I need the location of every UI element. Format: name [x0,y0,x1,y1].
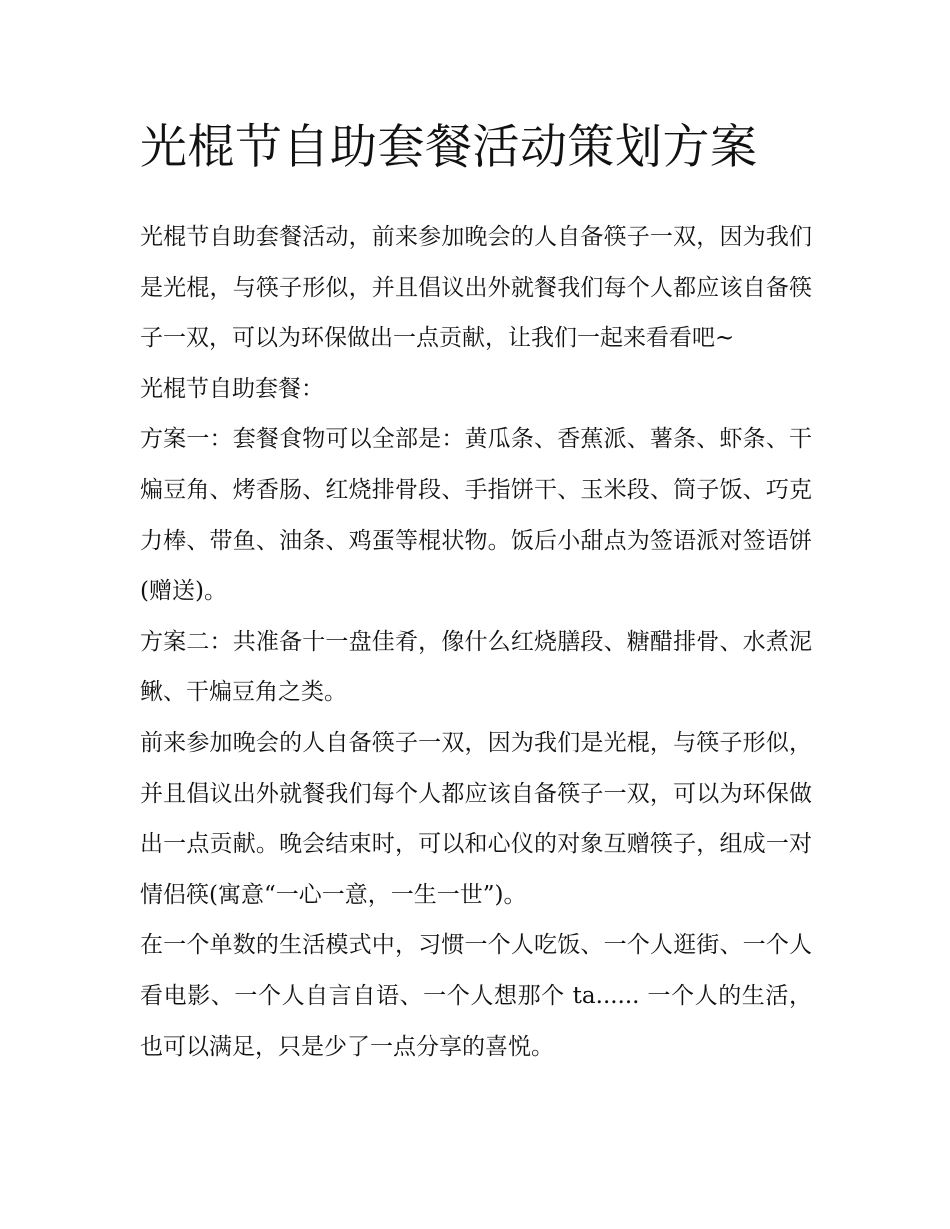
paragraph-plan-one: 方案一：套餐食物可以全部是：黄瓜条、香蕉派、薯条、虾条、干煸豆角、烤香肠、红烧排骨段、手指饼干、玉米段、筒子饭、巧克力棒、带鱼、油条、鸡蛋等棍状物。饭后小甜点为签语派对签语饼(赠送)。 [140,426,812,605]
paragraph-intro: 光棍节自助套餐活动，前来参加晚会的人自备筷子一双，因为我们是光棍，与筷子形似，并且倡议出外就餐我们每个人都应该自备筷子一双，可以为环保做出一点贡献，让我们一起来看看吧~ [140,224,812,352]
paragraph-heading-set-meal: 光棍节自助套餐： [140,375,324,402]
paragraph-single-life: 在一个单数的生活模式中，习惯一个人吃饭、一个人逛街、一个人看电影、一个人自言自语、一个人想那个 ta...... 一个人的生活，也可以满足，只是少了一点分享的喜悦。 [140,932,812,1060]
paragraph-chopsticks: 前来参加晚会的人自备筷子一双，因为我们是光棍，与筷子形似，并且倡议出外就餐我们每个人都应该自备筷子一双，可以为环保做出一点贡献。晚会结束时，可以和心仪的对象互赠筷子，组成一对情侣筷(寓意“一心一意，一生一世”)。 [140,729,812,908]
document-title: 光棍节自助套餐活动策划方案 [140,120,758,175]
paragraph-plan-two: 方案二：共准备十一盘佳肴，像什么红烧膳段、糖醋排骨、水煮泥鳅、干煸豆角之类。 [140,628,812,706]
document-page [140,112,812,1072]
